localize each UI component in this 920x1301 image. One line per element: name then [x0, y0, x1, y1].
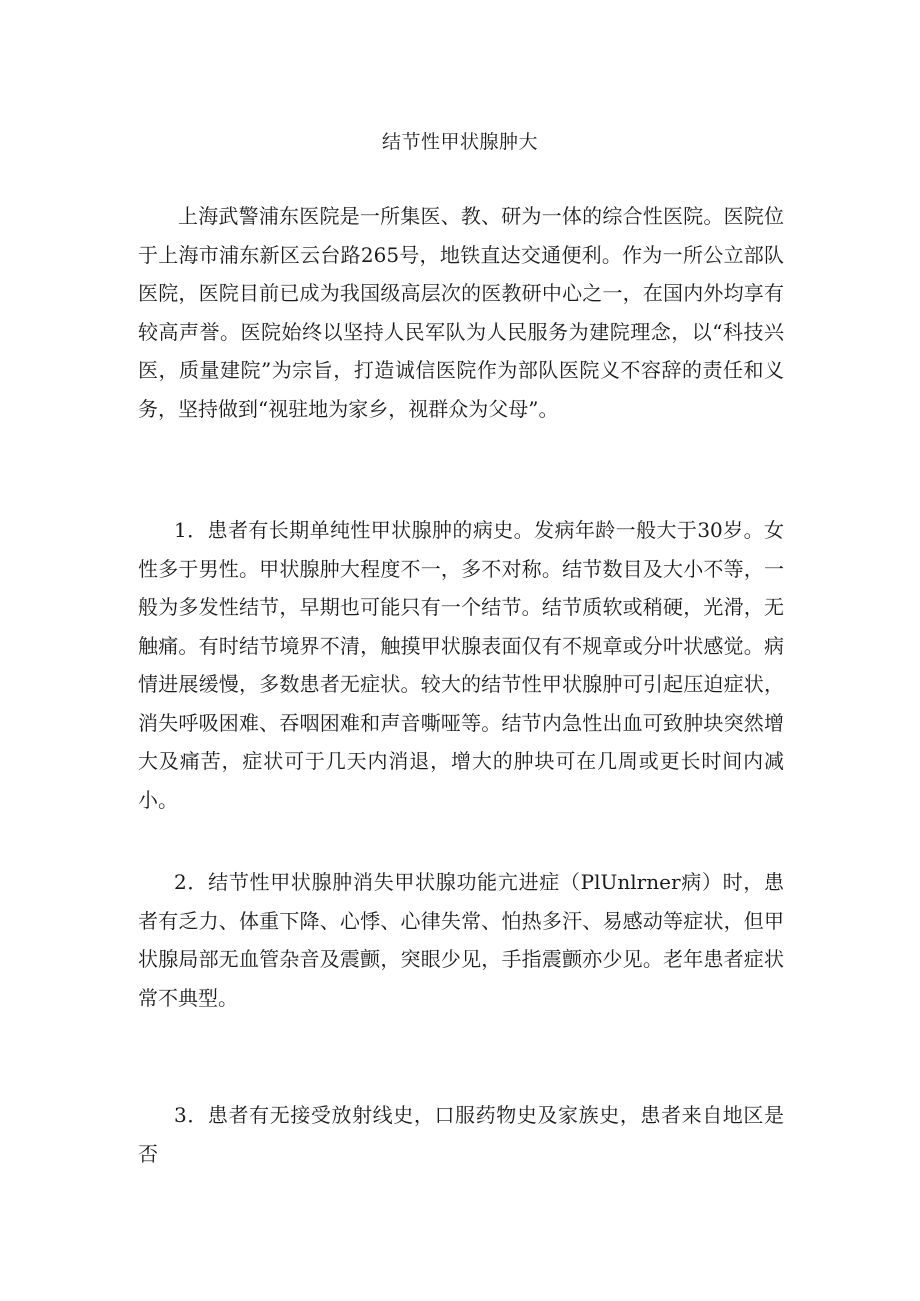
- document-title: 结节性甲状腺肿大: [381, 131, 538, 153]
- section-paragraph-3: 3．患者有无接受放射线史，口服药物史及家族史，患者来自地区是否: [138, 1103, 784, 1166]
- section-paragraph-2: 2．结节性甲状腺肿消失甲状腺功能亢进症（PlUnlrner病）时，患者有乏力、体重下降、心悸、心律失常、怕热多汗、易感动等症状，但甲状腺局部无血管杂音及震颤，突眼少见，手指震颤亦少见。老年患者症状常不典型。: [138, 870, 784, 1010]
- intro-paragraph: 上海武警浦东医院是一所集医、教、研为一体的综合性医院。医院位于上海市浦东新区云台路265号，地铁直达交通便利。作为一所公立部队医院，医院目前已成为我国级高层次的医教研中心之一，在国内外均享有较高声誉。医院始终以坚持人民军队为人民服务为建院理念，以“科技兴医，质量建院”为宗旨，打造诚信医院作为部队医院义不容辞的责任和义务，坚持做到“视驻地为家乡，视群众为父母”。: [138, 204, 784, 421]
- section-paragraph-1: 1．患者有长期单纯性甲状腺肿的病史。发病年龄一般大于30岁。女性多于男性。甲状腺肿大程度不一，多不对称。结节数目及大小不等，一般为多发性结节，早期也可能只有一个结节。结节质软或稍硬，光滑，无触痛。有时结节境界不清，触摸甲状腺表面仅有不规章或分叶状感觉。病情进展缓慢，多数患者无症状。较大的结节性甲状腺肿可引起压迫症状，消失呼吸困难、吞咽困难和声音嘶哑等。结节内急性出血可致肿块突然增大及痛苦，症状可于几天内消退，增大的肿块可在几周或更长时间内减小。: [138, 518, 784, 812]
